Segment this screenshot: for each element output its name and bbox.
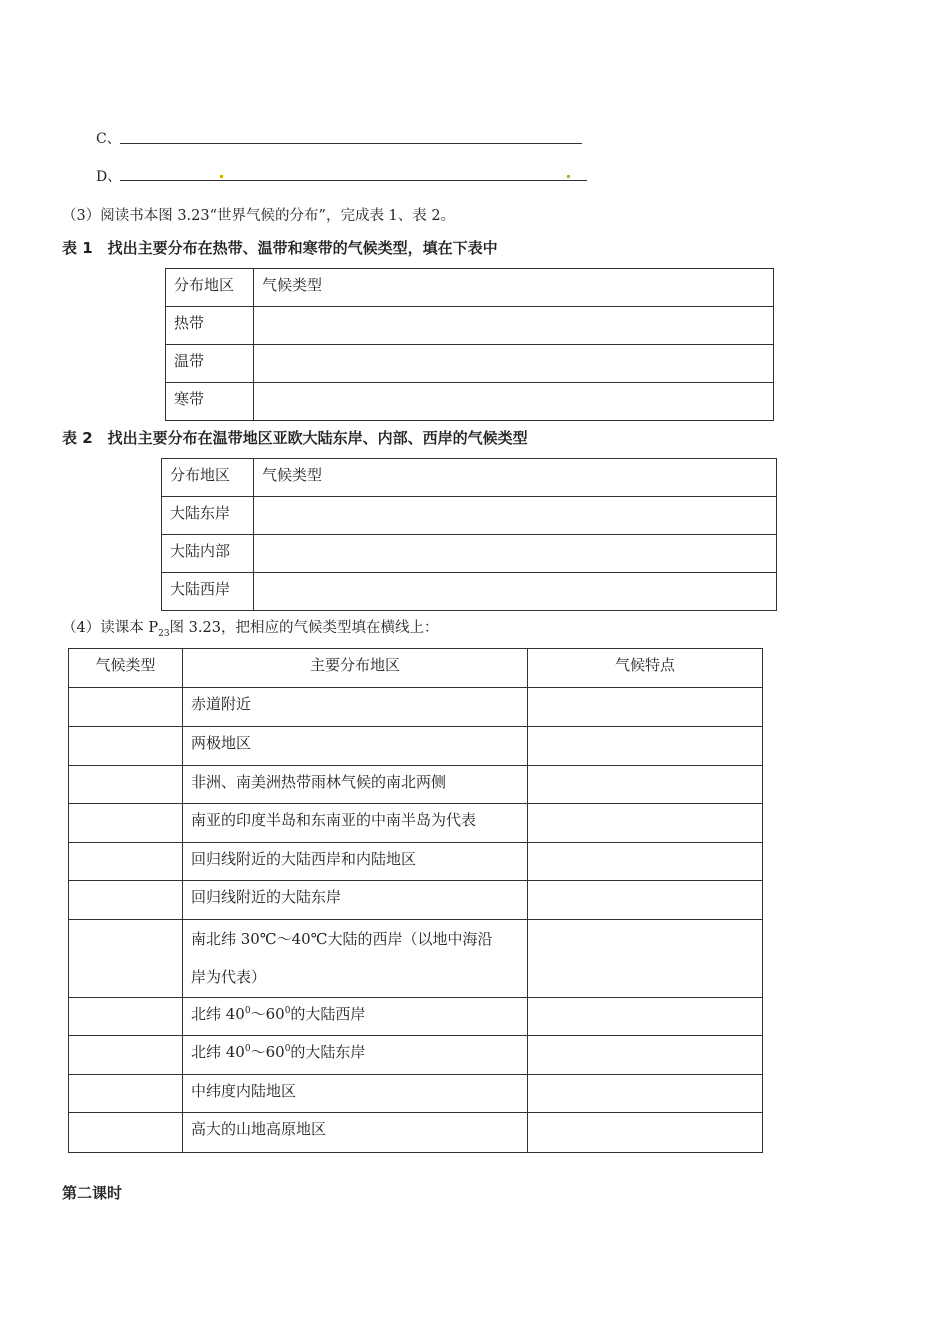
climate-type-cell[interactable] (69, 881, 183, 920)
table2-row-label: 大陆东岸 (162, 497, 254, 535)
region-cell (183, 998, 528, 1036)
climate-type-cell[interactable] (69, 804, 183, 843)
table-row (69, 727, 763, 766)
table3-header-row (69, 649, 763, 688)
table2-row-label: 大陆内部 (162, 535, 254, 573)
table1-answer-cell[interactable] (254, 307, 774, 345)
region-text: 北纬 40 (191, 1005, 245, 1023)
region-cell: 两极地区 (183, 727, 528, 766)
feature-cell[interactable] (528, 1113, 763, 1153)
table2-header-row (162, 459, 777, 497)
table-row (69, 998, 763, 1036)
climate-type-cell[interactable] (69, 1075, 183, 1113)
feature-cell[interactable] (528, 843, 763, 881)
table1-answer-cell[interactable] (254, 345, 774, 383)
feature-cell[interactable] (528, 881, 763, 920)
table2-header-climate: 气候类型 (254, 459, 777, 497)
table3-header-type: 气候类型 (69, 649, 183, 688)
blank-d-label: D、 (96, 169, 122, 185)
region-text: 北纬 40 (191, 1043, 245, 1061)
table3-header-feature: 气候特点 (528, 649, 763, 688)
climate-type-cell[interactable] (69, 1113, 183, 1153)
feature-cell[interactable] (528, 998, 763, 1036)
table-row (69, 804, 763, 843)
table-row (162, 573, 777, 611)
blank-c-label: C、 (96, 131, 121, 147)
question-4-page: 23 (158, 628, 170, 639)
table1-row-label: 热带 (166, 307, 254, 345)
region-cell: 高大的山地高原地区 (183, 1113, 528, 1153)
stray-mark (220, 175, 223, 178)
table1-header-region: 分布地区 (166, 269, 254, 307)
degree-sup: 0 (284, 1044, 291, 1054)
blank-c-line[interactable] (120, 143, 582, 144)
table1-header-row (166, 269, 774, 307)
table-row (69, 1113, 763, 1153)
question-3-text: （3）阅读书本图 3.23“世界气候的分布”，完成表 1、表 2。 (62, 208, 456, 224)
region-cell: 回归线附近的大陆西岸和内陆地区 (183, 843, 528, 881)
table-row (162, 535, 777, 573)
table-row (69, 881, 763, 920)
lesson-title: 第二课时 (62, 1184, 123, 1202)
climate-type-cell[interactable] (69, 1036, 183, 1075)
region-text: ～60 (250, 1005, 285, 1023)
region-cell-line-1: 南北纬 30℃～40℃大陆的西岸（以地中海沿 (191, 930, 493, 948)
feature-cell[interactable] (528, 1036, 763, 1075)
table2 (161, 458, 777, 611)
stray-mark (567, 175, 570, 178)
table2-answer-cell[interactable] (254, 535, 777, 573)
feature-cell[interactable] (528, 804, 763, 843)
table1-answer-cell[interactable] (254, 383, 774, 421)
region-cell: 非洲、南美洲热带雨林气候的南北两侧 (183, 766, 528, 804)
climate-type-cell[interactable] (69, 766, 183, 804)
table-row (69, 843, 763, 881)
degree-sup: 0 (244, 1006, 251, 1016)
climate-type-cell[interactable] (69, 688, 183, 727)
table-row (69, 766, 763, 804)
feature-cell[interactable] (528, 727, 763, 766)
table2-caption: 表 2 找出主要分布在温带地区亚欧大陆东岸、内部、西岸的气候类型 (62, 429, 528, 447)
climate-type-cell[interactable] (69, 998, 183, 1036)
question-4-prefix: （4）读课本 P (62, 620, 159, 636)
table1-header-climate: 气候类型 (254, 269, 774, 307)
region-cell (183, 1036, 528, 1075)
degree-sup: 0 (284, 1006, 291, 1016)
region-text: ～60 (250, 1043, 285, 1061)
feature-cell[interactable] (528, 920, 763, 998)
table-row (69, 1036, 763, 1075)
region-cell-line-2: 岸为代表） (191, 968, 267, 986)
table-row (162, 497, 777, 535)
table2-header-region: 分布地区 (162, 459, 254, 497)
table-row (166, 345, 774, 383)
question-4-text (62, 616, 438, 637)
table-row (166, 383, 774, 421)
table2-answer-cell[interactable] (254, 497, 777, 535)
table1-row-label: 寒带 (166, 383, 254, 421)
table-row (69, 1075, 763, 1113)
climate-type-cell[interactable] (69, 843, 183, 881)
table3-header-region: 主要分布地区 (183, 649, 528, 688)
table2-row-label: 大陆西岸 (162, 573, 254, 611)
table1-caption: 表 1 找出主要分布在热带、温带和寒带的气候类型，填在下表中 (62, 239, 498, 257)
region-cell: 中纬度内陆地区 (183, 1075, 528, 1113)
table-row (69, 688, 763, 727)
degree-sup: 0 (244, 1044, 251, 1054)
table1-row-label: 温带 (166, 345, 254, 383)
climate-type-cell[interactable] (69, 727, 183, 766)
region-cell: 赤道附近 (183, 688, 528, 727)
feature-cell[interactable] (528, 688, 763, 727)
region-cell (183, 920, 528, 998)
region-text: 的大陆东岸 (290, 1043, 366, 1061)
table3 (68, 648, 763, 1153)
table-row (69, 920, 763, 998)
table1 (165, 268, 774, 421)
region-cell: 回归线附近的大陆东岸 (183, 881, 528, 920)
region-text: 的大陆西岸 (290, 1005, 366, 1023)
question-4-suffix: 图 3.23，把相应的气候类型填在横线上： (169, 620, 439, 636)
blank-d-line[interactable] (120, 180, 587, 181)
region-cell: 南亚的印度半岛和东南亚的中南半岛为代表 (183, 804, 528, 843)
table2-answer-cell[interactable] (254, 573, 777, 611)
table-row (166, 307, 774, 345)
climate-type-cell[interactable] (69, 920, 183, 998)
feature-cell[interactable] (528, 766, 763, 804)
feature-cell[interactable] (528, 1075, 763, 1113)
